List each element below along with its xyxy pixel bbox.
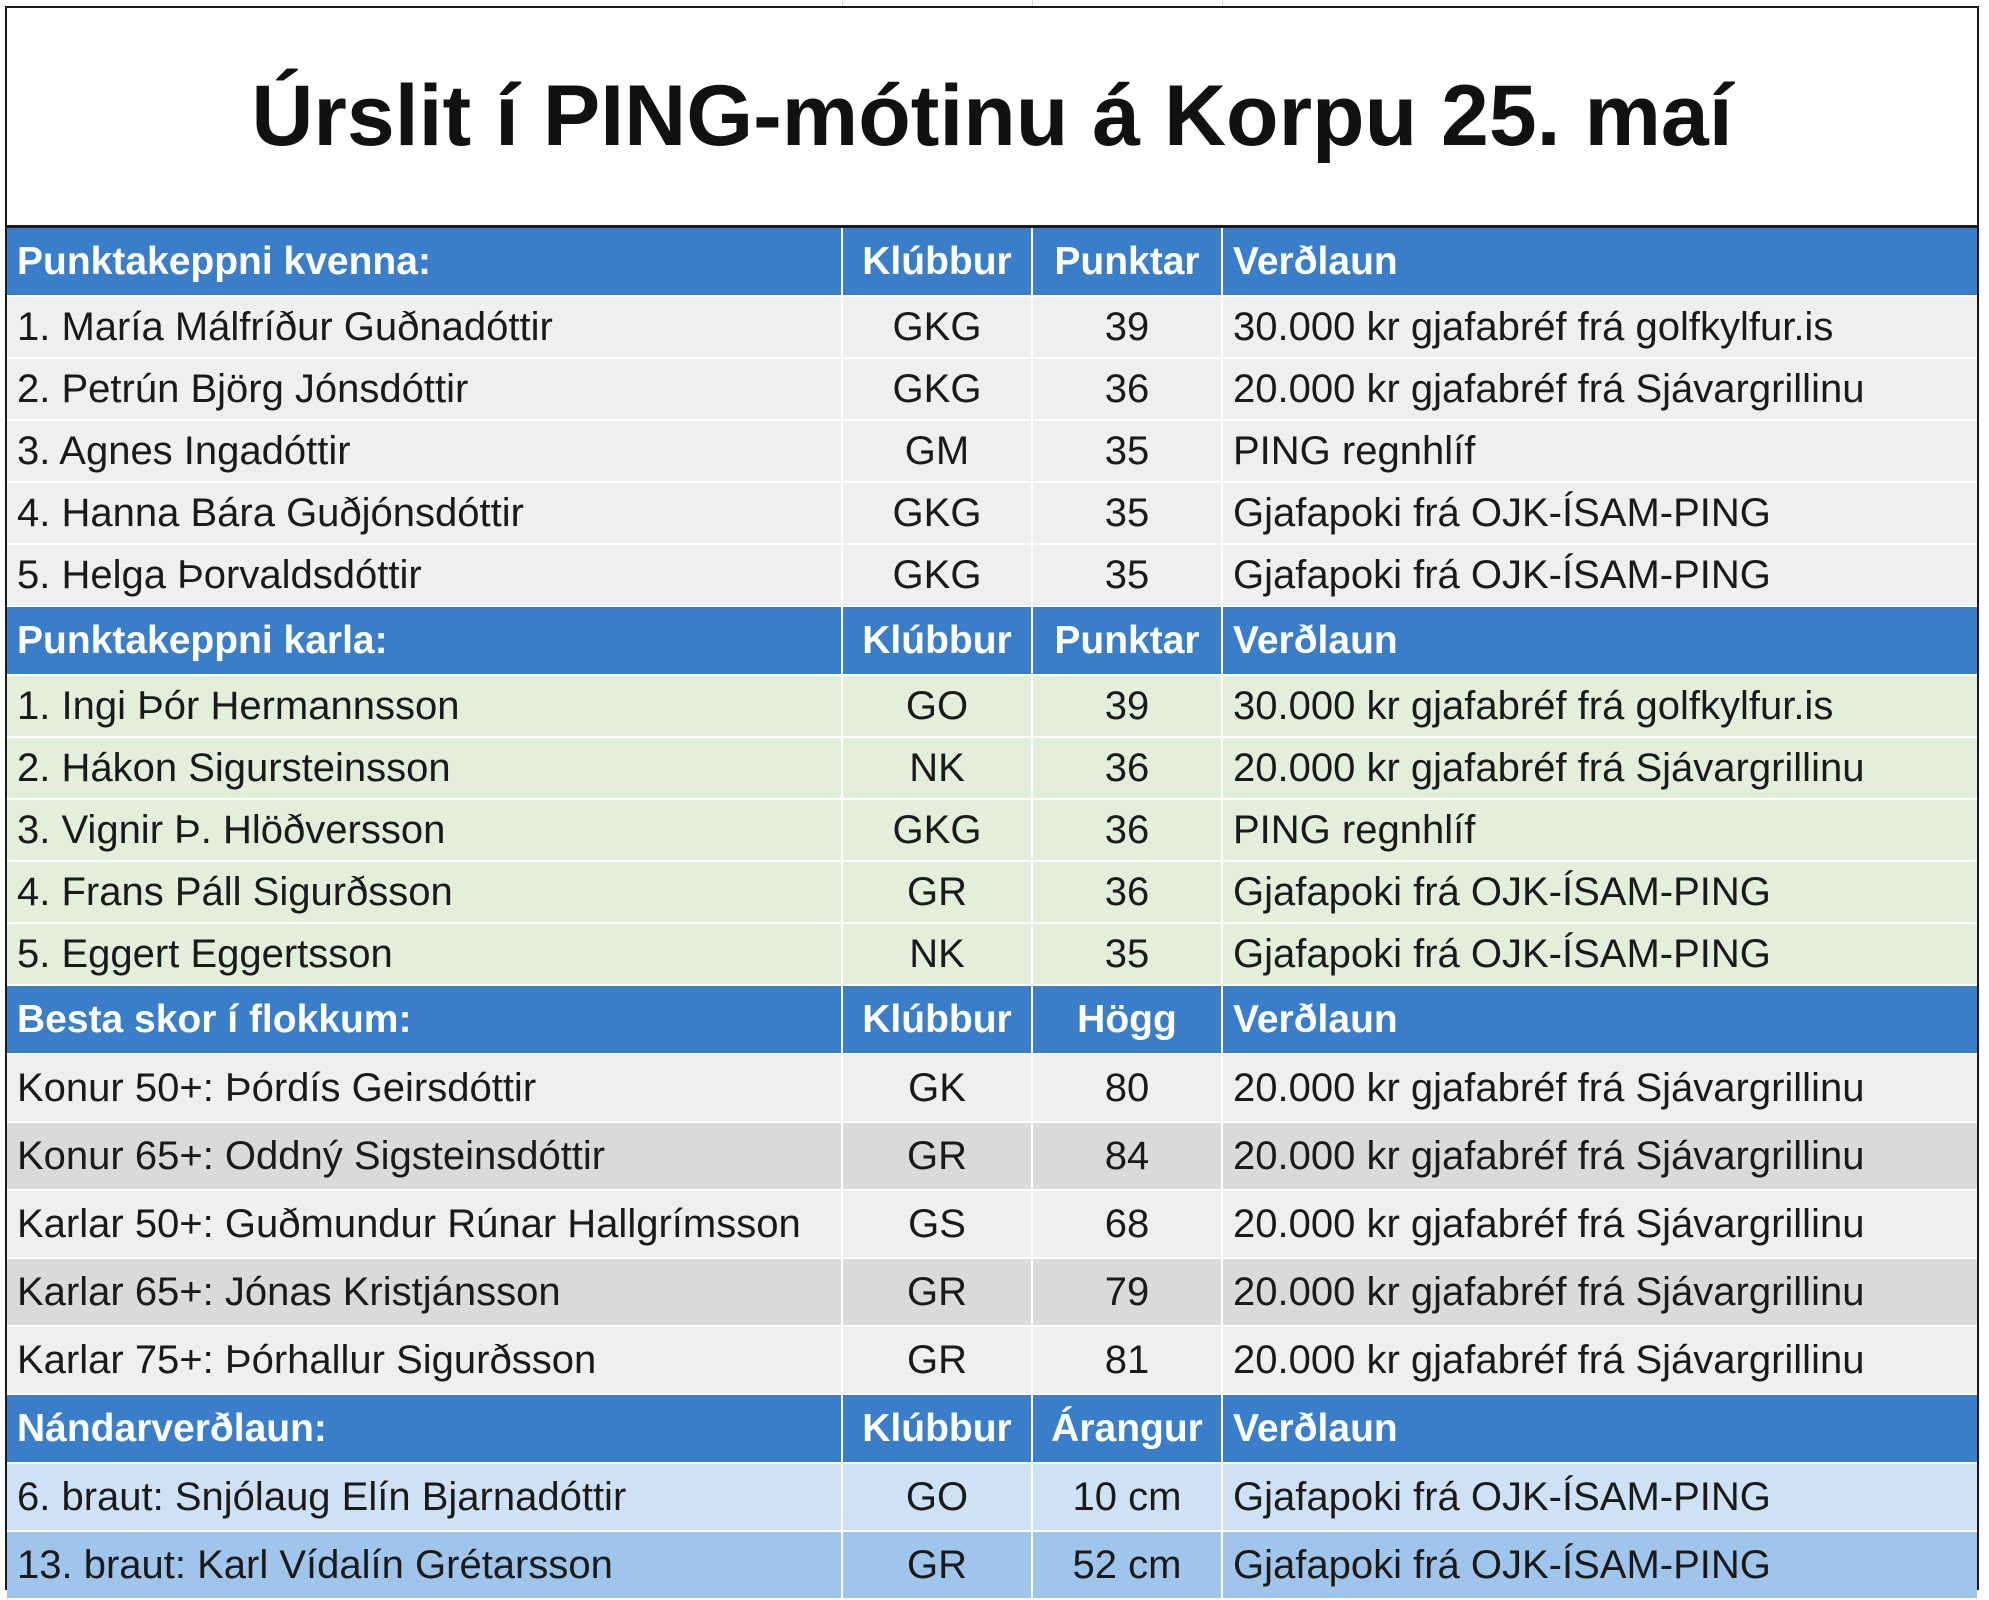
header-name: Punktakeppni karla: [7, 607, 843, 676]
score: 35 [1033, 924, 1223, 986]
score: 80 [1033, 1055, 1223, 1123]
page-title: Úrslit í PING-mótinu á Korpu 25. maí [7, 8, 1977, 228]
club: GO [843, 676, 1033, 738]
score: 84 [1033, 1123, 1223, 1191]
club: GR [843, 1327, 1033, 1395]
score: 36 [1033, 738, 1223, 800]
header-score: Punktar [1033, 228, 1223, 297]
player-name: 13. braut: Karl Vídalín Grétarsson [7, 1532, 843, 1600]
player-name: Karlar 50+: Guðmundur Rúnar Hallgrímsson [7, 1191, 843, 1259]
club: GO [843, 1464, 1033, 1532]
player-name: 2. Petrún Björg Jónsdóttir [7, 359, 843, 421]
prize: PING regnhlíf [1223, 421, 1977, 483]
score: 36 [1033, 862, 1223, 924]
prize: 20.000 kr gjafabréf frá Sjávargrillinu [1223, 1191, 1977, 1259]
header-name: Punktakeppni kvenna: [7, 228, 843, 297]
club: GK [843, 1055, 1033, 1123]
header-club: Klúbbur [843, 986, 1033, 1055]
player-name: 4. Hanna Bára Guðjónsdóttir [7, 483, 843, 545]
prize: Gjafapoki frá OJK-ÍSAM-PING [1223, 1532, 1977, 1600]
prize: Gjafapoki frá OJK-ÍSAM-PING [1223, 862, 1977, 924]
score: 79 [1033, 1259, 1223, 1327]
club: NK [843, 738, 1033, 800]
player-name: 1. María Málfríður Guðnadóttir [7, 297, 843, 359]
header-score: Punktar [1033, 607, 1223, 676]
prize: Gjafapoki frá OJK-ÍSAM-PING [1223, 924, 1977, 986]
score: 39 [1033, 676, 1223, 738]
club: GKG [843, 800, 1033, 862]
score: 35 [1033, 483, 1223, 545]
score: 52 cm [1033, 1532, 1223, 1600]
player-name: Konur 50+: Þórdís Geirsdóttir [7, 1055, 843, 1123]
header-name: Nándarverðlaun: [7, 1395, 843, 1464]
player-name: Karlar 75+: Þórhallur Sigurðsson [7, 1327, 843, 1395]
prize: 30.000 kr gjafabréf frá golfkylfur.is [1223, 297, 1977, 359]
prize: 20.000 kr gjafabréf frá Sjávargrillinu [1223, 1327, 1977, 1395]
header-prize: Verðlaun [1223, 1395, 1977, 1464]
score: 35 [1033, 545, 1223, 607]
header-name: Besta skor í flokkum: [7, 986, 843, 1055]
prize: PING regnhlíf [1223, 800, 1977, 862]
header-club: Klúbbur [843, 228, 1033, 297]
prize: 20.000 kr gjafabréf frá Sjávargrillinu [1223, 1055, 1977, 1123]
score: 36 [1033, 359, 1223, 421]
player-name: Konur 65+: Oddný Sigsteinsdóttir [7, 1123, 843, 1191]
player-name: 3. Vignir Þ. Hlöðversson [7, 800, 843, 862]
score: 36 [1033, 800, 1223, 862]
results-sheet [5, 6, 1979, 1590]
club: GKG [843, 297, 1033, 359]
player-name: 4. Frans Páll Sigurðsson [7, 862, 843, 924]
results-table [7, 228, 1977, 1600]
club: GR [843, 1532, 1033, 1600]
score: 10 cm [1033, 1464, 1223, 1532]
player-name: 2. Hákon Sigursteinsson [7, 738, 843, 800]
player-name: 1. Ingi Þór Hermannsson [7, 676, 843, 738]
club: GR [843, 862, 1033, 924]
prize: Gjafapoki frá OJK-ÍSAM-PING [1223, 483, 1977, 545]
prize: 20.000 kr gjafabréf frá Sjávargrillinu [1223, 1123, 1977, 1191]
club: NK [843, 924, 1033, 986]
score: 39 [1033, 297, 1223, 359]
player-name: 3. Agnes Ingadóttir [7, 421, 843, 483]
club: GKG [843, 359, 1033, 421]
header-score: Högg [1033, 986, 1223, 1055]
header-prize: Verðlaun [1223, 228, 1977, 297]
header-club: Klúbbur [843, 1395, 1033, 1464]
club: GR [843, 1123, 1033, 1191]
club: GR [843, 1259, 1033, 1327]
prize: 20.000 kr gjafabréf frá Sjávargrillinu [1223, 359, 1977, 421]
header-club: Klúbbur [843, 607, 1033, 676]
score: 81 [1033, 1327, 1223, 1395]
score: 68 [1033, 1191, 1223, 1259]
club: GKG [843, 545, 1033, 607]
prize: 20.000 kr gjafabréf frá Sjávargrillinu [1223, 738, 1977, 800]
player-name: 5. Eggert Eggertsson [7, 924, 843, 986]
player-name: Karlar 65+: Jónas Kristjánsson [7, 1259, 843, 1327]
prize: 30.000 kr gjafabréf frá golfkylfur.is [1223, 676, 1977, 738]
prize: 20.000 kr gjafabréf frá Sjávargrillinu [1223, 1259, 1977, 1327]
header-prize: Verðlaun [1223, 607, 1977, 676]
prize: Gjafapoki frá OJK-ÍSAM-PING [1223, 545, 1977, 607]
club: GS [843, 1191, 1033, 1259]
header-score: Árangur [1033, 1395, 1223, 1464]
club: GM [843, 421, 1033, 483]
header-prize: Verðlaun [1223, 986, 1977, 1055]
score: 35 [1033, 421, 1223, 483]
club: GKG [843, 483, 1033, 545]
prize: Gjafapoki frá OJK-ÍSAM-PING [1223, 1464, 1977, 1532]
player-name: 5. Helga Þorvaldsdóttir [7, 545, 843, 607]
player-name: 6. braut: Snjólaug Elín Bjarnadóttir [7, 1464, 843, 1532]
